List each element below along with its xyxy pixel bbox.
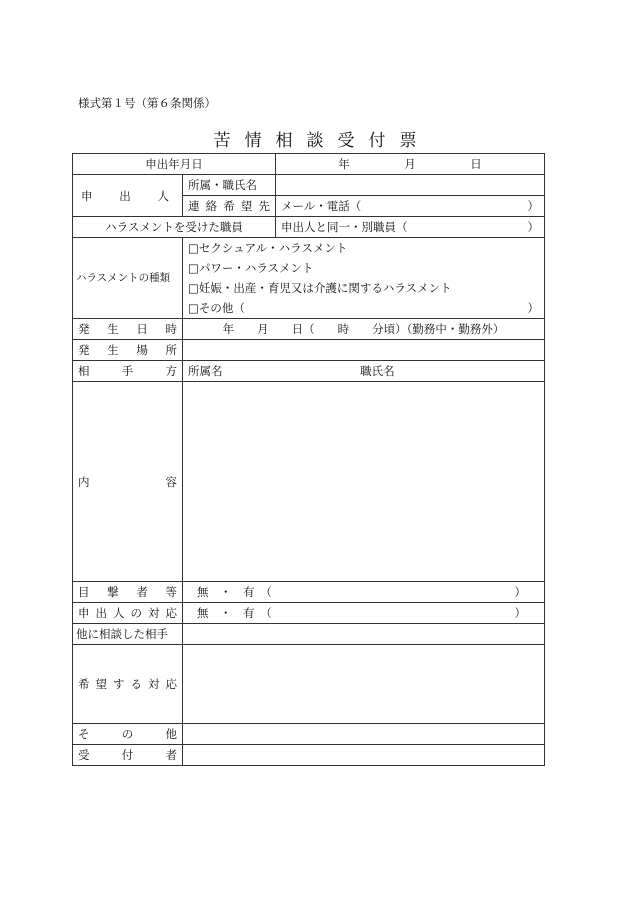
form-number: 様式第１号（第６条関係） xyxy=(78,96,216,110)
receiver-label: 受 付 者 xyxy=(73,745,183,766)
counterpart-label: 相 手 方 xyxy=(73,361,183,382)
occurrence-date-field[interactable]: 年 月 日（ 時 分頃）（勤務中・勤務外） xyxy=(183,319,545,340)
row-victim xyxy=(73,217,545,238)
complaint-form-table xyxy=(72,153,545,766)
row-applicant-affiliation xyxy=(73,175,545,196)
harassment-type-options xyxy=(183,238,545,319)
checkbox-other[interactable]: □その他（ ） xyxy=(188,301,539,315)
other-consulted-field[interactable] xyxy=(183,624,545,645)
row-desired-response xyxy=(73,645,545,724)
page-title: 苦情相談受付票 xyxy=(213,131,431,151)
content-label: 内 容 xyxy=(73,382,183,582)
checkbox-maternity-harassment[interactable]: □妊娠・出産・育児又は介護に関するハラスメント xyxy=(188,281,452,295)
row-applicant-response xyxy=(73,603,545,624)
applicant-response-label: 申 出 人 の 対 応 xyxy=(73,603,183,624)
others-field[interactable] xyxy=(183,724,545,745)
row-harassment-type xyxy=(73,238,545,319)
affiliation-label: 所属・職氏名 xyxy=(183,175,276,196)
checkbox-power-harassment[interactable]: □パワー・ハラスメント xyxy=(188,261,314,275)
desired-response-field[interactable] xyxy=(183,645,545,724)
occurrence-date-label: 発 生 日 時 xyxy=(73,319,183,340)
victim-field[interactable]: 申出人と同一・別職員（ ） xyxy=(276,217,545,238)
counterpart-name-label: 職氏名 xyxy=(360,364,395,378)
content-field[interactable] xyxy=(183,382,545,582)
row-application-date xyxy=(73,154,545,175)
month-label: 月 xyxy=(404,157,416,171)
witness-label: 目 撃 者 等 xyxy=(73,582,183,603)
applicant-label: 申 出 人 xyxy=(73,175,183,217)
occurrence-place-field[interactable] xyxy=(183,340,545,361)
victim-label: ハラスメントを受けた職員 xyxy=(73,217,276,238)
row-occurrence-place xyxy=(73,340,545,361)
counterpart-affiliation-label: 所属名 xyxy=(188,364,223,378)
witness-field[interactable]: 無 ・ 有 （ ） xyxy=(183,582,545,603)
row-witness xyxy=(73,582,545,603)
year-label: 年 xyxy=(338,157,350,171)
others-label: そ の 他 xyxy=(73,724,183,745)
affiliation-field[interactable] xyxy=(276,175,545,196)
desired-response-label: 希 望 す る 対 応 xyxy=(73,645,183,724)
application-date-field[interactable] xyxy=(276,154,545,175)
row-other-consulted xyxy=(73,624,545,645)
row-counterpart xyxy=(73,361,545,382)
row-receiver xyxy=(73,745,545,766)
day-label: 日 xyxy=(470,157,482,171)
contact-field[interactable]: メール・電話（ ） xyxy=(276,196,545,217)
row-occurrence-date xyxy=(73,319,545,340)
counterpart-field[interactable] xyxy=(183,361,545,382)
occurrence-place-label: 発 生 場 所 xyxy=(73,340,183,361)
application-date-label: 申出年月日 xyxy=(73,154,276,175)
other-consulted-label: 他に相談した相手 xyxy=(73,624,183,645)
harassment-type-label: ハラスメントの種類 xyxy=(73,238,183,319)
row-content xyxy=(73,382,545,582)
receiver-field[interactable] xyxy=(183,745,545,766)
row-others xyxy=(73,724,545,745)
applicant-response-field[interactable]: 無 ・ 有 （ ） xyxy=(183,603,545,624)
contact-label: 連 絡 希 望 先 xyxy=(183,196,276,217)
checkbox-sexual-harassment[interactable]: □セクシュアル・ハラスメント xyxy=(188,241,348,255)
